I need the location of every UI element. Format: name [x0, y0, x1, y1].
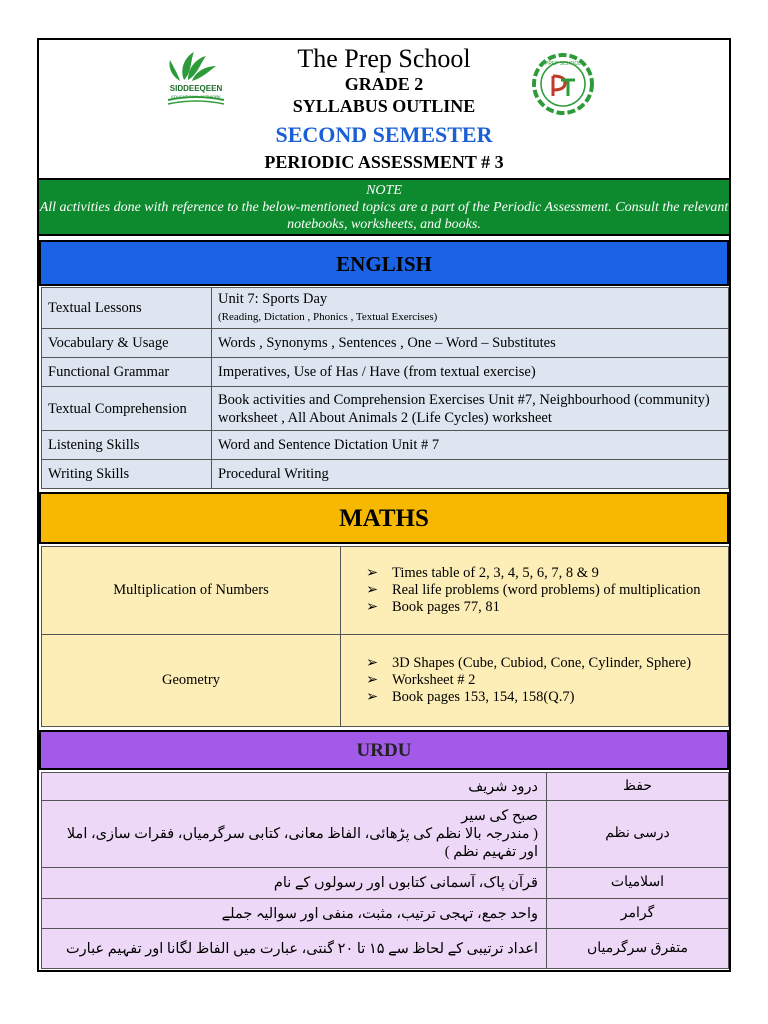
row-label: Multiplication of Numbers: [42, 547, 341, 635]
english-section-header: ENGLISH: [39, 240, 729, 286]
row-label: Textual Comprehension: [42, 387, 212, 431]
arrow-bullet-icon: ➢: [366, 599, 379, 615]
row-value: Word and Sentence Dictation Unit # 7: [212, 431, 729, 460]
table-row: [42, 773, 729, 801]
row-label: حفظ: [547, 773, 729, 801]
row-value: [341, 635, 729, 727]
list-item: ➢ Worksheet # 2: [366, 672, 476, 688]
maths-table: [41, 546, 729, 727]
table-row: [42, 929, 729, 969]
row-label: Writing Skills: [42, 460, 212, 489]
list-item: ➢ Book pages 77, 81: [366, 599, 500, 615]
row-value: Imperatives, Use of Has / Have (from textual exercise): [212, 358, 729, 387]
row-value: واحد جمع، تہجی ترتیب، مثبت، منفی اور سوالیہ جملے: [42, 899, 547, 929]
arrow-bullet-icon: ➢: [366, 582, 379, 598]
row-value: Unit 7: Sports Day (Reading, Dictation , Phonics , Textual Exercises): [212, 288, 729, 329]
row-value: قرآن پاک، آسمانی کتابوں اور رسولوں کے نام: [42, 868, 547, 899]
note-box: [39, 178, 729, 236]
arrow-bullet-icon: ➢: [366, 565, 379, 581]
maths-section-header: MATHS: [39, 492, 729, 544]
note-title: NOTE: [366, 183, 402, 198]
table-row: [42, 547, 729, 635]
row-label: گرامر: [547, 899, 729, 929]
table-row: [42, 431, 729, 460]
note-text: All activities done with reference to the below-mentioned topics are a part of the Periodic Assessment. Consult the relevant notebooks, worksheets, and books.: [39, 200, 729, 232]
svg-text:EDUCATIONAL NETWORK: EDUCATIONAL NETWORK: [171, 94, 221, 99]
grade-title: GRADE 2: [344, 74, 424, 94]
svg-text:SIDDEEQEEN: SIDDEEQEEN: [169, 84, 223, 93]
urdu-table: [41, 772, 729, 969]
row-label: Listening Skills: [42, 431, 212, 460]
table-row: [42, 635, 729, 727]
row-value: صبح کی سیر ( مندرجہ بالا نظم کی پڑھائی، الفاظ معانی، کتابی سرگرمیاں، فقرات سازی، املا اور تفہیم نظم ): [42, 801, 547, 868]
table-row: [42, 801, 729, 868]
row-label: درسی نظم: [547, 801, 729, 868]
arrow-bullet-icon: ➢: [366, 689, 379, 705]
table-row: [42, 387, 729, 431]
list-item: ➢ Real life problems (word problems) of multiplication: [366, 582, 701, 598]
row-label: Vocabulary & Usage: [42, 329, 212, 358]
row-label: متفرق سرگرمیاں: [547, 929, 729, 969]
english-table: [41, 287, 729, 489]
table-row: [42, 868, 729, 899]
row-label: Functional Grammar: [42, 358, 212, 387]
row-label: Geometry: [42, 635, 341, 727]
svg-text:PREP SCHOOL: PREP SCHOOL: [544, 61, 582, 67]
arrow-bullet-icon: ➢: [366, 655, 379, 671]
row-value: [341, 547, 729, 635]
row-label: Textual Lessons: [42, 288, 212, 329]
table-row: [42, 358, 729, 387]
urdu-section-header: URDU: [39, 730, 729, 770]
arrow-bullet-icon: ➢: [366, 672, 379, 688]
row-value: Book activities and Comprehension Exercises Unit #7, Neighbourhood (community) worksheet , All About Animals 2 (Life Cycles) worksheet: [212, 387, 729, 431]
prep-school-seal: [529, 50, 597, 118]
table-row: [42, 288, 729, 329]
table-row: [42, 899, 729, 929]
assessment-title: PERIODIC ASSESSMENT # 3: [264, 152, 504, 172]
list-item: ➢ 3D Shapes (Cube, Cubiod, Cone, Cylinder, Sphere): [366, 655, 692, 671]
list-item: ➢ Book pages 153, 154, 158(Q.7): [366, 689, 575, 705]
table-row: [42, 329, 729, 358]
list-item: ➢ Times table of 2, 3, 4, 5, 6, 7, 8 & 9: [366, 565, 599, 581]
syllabus-title: SYLLABUS OUTLINE: [292, 96, 476, 116]
document-header: [39, 40, 729, 177]
row-value: اعداد ترتیبی کے لحاظ سے ۱۵ تا ۲۰ گنتی، عبارت میں الفاظ لگانا اور تفہیم عبارت: [42, 929, 547, 969]
row-label: اسلامیات: [547, 868, 729, 899]
school-name: The Prep School: [297, 44, 471, 73]
table-row: [42, 460, 729, 489]
row-value: درود شریف: [42, 773, 547, 801]
row-value: Procedural Writing: [212, 460, 729, 489]
semester-title: SECOND SEMESTER: [275, 122, 493, 147]
row-value: Words , Synonyms , Sentences , One – Word – Substitutes: [212, 329, 729, 358]
